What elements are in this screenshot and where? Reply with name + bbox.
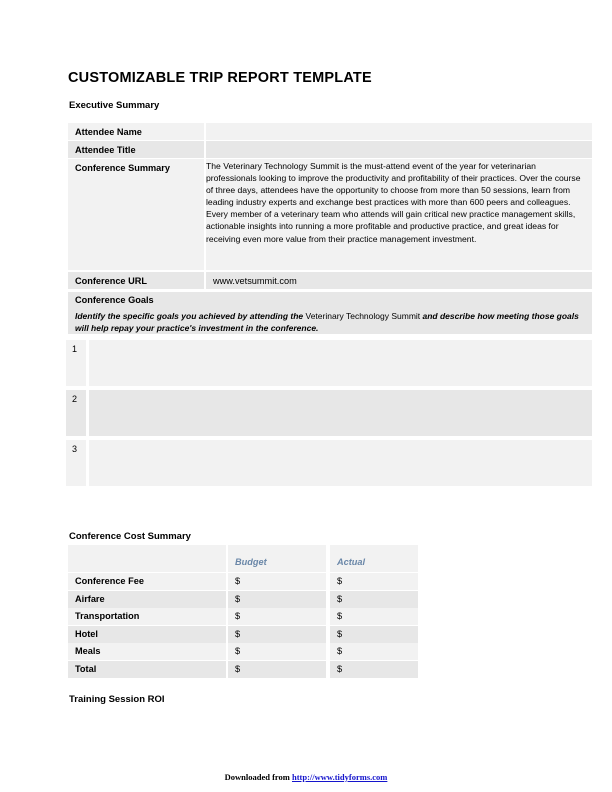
attendee-name-label: Attendee Name bbox=[68, 123, 204, 140]
attendee-title-field[interactable] bbox=[206, 141, 592, 158]
attendee-title-label: Attendee Title bbox=[68, 141, 204, 158]
conference-summary-label: Conference Summary bbox=[68, 159, 204, 270]
cost-row-label: Hotel bbox=[68, 626, 226, 643]
cost-budget-cell[interactable]: $ bbox=[228, 626, 326, 643]
cost-budget-cell[interactable]: $ bbox=[228, 643, 326, 660]
section-heading-training-roi: Training Session ROI bbox=[69, 694, 165, 705]
cost-budget-cell[interactable]: $ bbox=[228, 661, 326, 678]
goal-number-3: 3 bbox=[66, 440, 86, 486]
goal-number-2: 2 bbox=[66, 390, 86, 436]
cost-budget-cell[interactable]: $ bbox=[228, 573, 326, 590]
goal-input-1[interactable] bbox=[89, 340, 592, 386]
cost-actual-cell[interactable]: $ bbox=[330, 573, 418, 590]
cost-actual-cell[interactable]: $ bbox=[330, 608, 418, 625]
section-heading-cost-summary: Conference Cost Summary bbox=[69, 531, 191, 542]
footer-link[interactable]: http://www.tidyforms.com bbox=[291, 772, 388, 782]
cost-row-label: Transportation bbox=[68, 608, 226, 625]
cost-table-header-actual: Actual bbox=[330, 545, 418, 572]
footer bbox=[0, 772, 612, 782]
conference-url-value[interactable]: www.vetsummit.com bbox=[206, 272, 592, 289]
cost-row-label: Meals bbox=[68, 643, 226, 660]
cost-actual-cell[interactable]: $ bbox=[330, 626, 418, 643]
cost-actual-cell[interactable]: $ bbox=[330, 661, 418, 678]
goals-instruction-part2: and describe how meeting those goals will help repay your practice's investment in the conference. bbox=[75, 311, 579, 334]
cost-row-label: Conference Fee bbox=[68, 573, 226, 590]
cost-table-header-budget: Budget bbox=[228, 545, 326, 572]
conference-summary-text-block bbox=[206, 159, 592, 270]
cost-table-header-blank bbox=[68, 545, 226, 572]
footer-prefix: Downloaded from bbox=[224, 772, 292, 782]
attendee-name-field[interactable] bbox=[206, 123, 592, 140]
cost-row-label: Total bbox=[68, 661, 226, 678]
goal-input-3[interactable] bbox=[89, 440, 592, 486]
goal-number-1: 1 bbox=[66, 340, 86, 386]
conference-goals-instructions bbox=[68, 308, 592, 334]
cost-actual-cell[interactable]: $ bbox=[330, 643, 418, 660]
conference-url-label: Conference URL bbox=[68, 272, 204, 289]
goals-instruction-part1: Identify the specific goals you achieved by attending the bbox=[75, 311, 306, 321]
conference-goals-heading: Conference Goals bbox=[68, 292, 592, 308]
cost-row-label: Airfare bbox=[68, 591, 226, 608]
cost-budget-cell[interactable]: $ bbox=[228, 591, 326, 608]
cost-budget-cell[interactable]: $ bbox=[228, 608, 326, 625]
goals-instruction-event-name: Veterinary Technology Summit bbox=[305, 311, 421, 321]
page-title: CUSTOMIZABLE TRIP REPORT TEMPLATE bbox=[68, 70, 372, 86]
section-heading-executive-summary: Executive Summary bbox=[69, 100, 160, 111]
goal-input-2[interactable] bbox=[89, 390, 592, 436]
cost-actual-cell[interactable]: $ bbox=[330, 591, 418, 608]
conference-summary-paragraph: The Veterinary Technology Summit is the must-attend event of the year for veterinarian professionals looking to improve the productivity and profitability of their practices. Over the course of three days, attendees have the opportunity to choose from more than 50 sessions, learn from leading industry experts and exchange best practices with more than 600 peers and colleagues. Every member of a veterinary team who attends will gain critical new practice management skills, actionable insights into running a more profitable and productive practice, and great ideas for receiving even more value from their practice management investment. bbox=[206, 161, 581, 244]
